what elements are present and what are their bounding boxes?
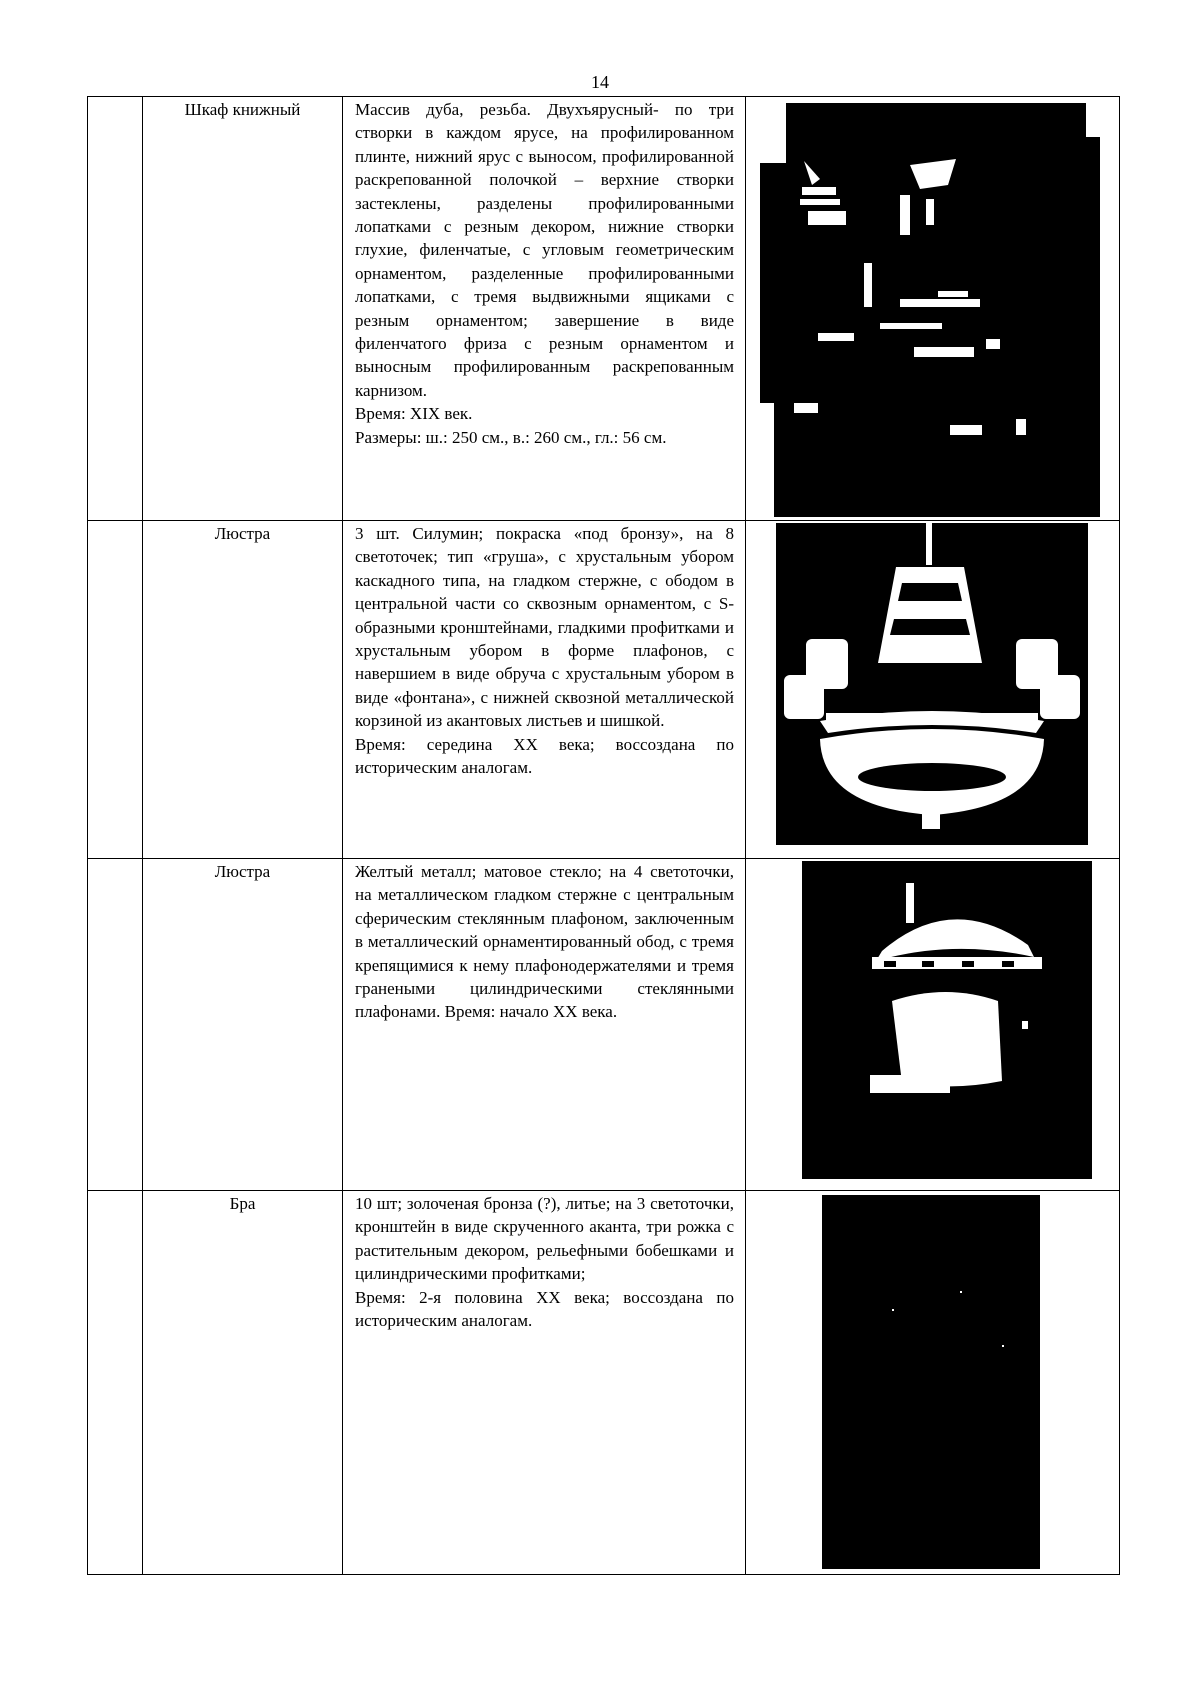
item-description: Массив дуба, резьба. Двухъярусный- по три створки в каждом ярусе, на профилированном плинте, нижний ярус с выносом, профилированной раскрепованной полочкой – верхние створки застеклены, разделены профилированными лопатками с резным декором, нижние створки глухие, филенчатые, с угловым геометрическим орнаментом, разделенные профилированными лопатками, с тремя выдвижными ящиками с резным орнаментом; завершение в виде филенчатого фриза с резным орнаментом и выносным профилированным раскрепованным карнизом. <box>355 100 734 400</box>
chandelier-photo <box>802 861 1092 1179</box>
chandelier-photo <box>776 523 1088 845</box>
number-cell <box>88 1191 143 1575</box>
item-description: 3 шт. Силумин; покраска «под бронзу», на 8 светоточек; тип «груша», с хрустальным убором каскадного типа, на гладком стержне, с ободом в центральной части со сквозным орнаментом, с S-образными кронштейнами, гладкими профитками и хрустальным убором в форме плафонов, с навершием в виде обруча с хрустальным убором в виде «фонтана», с нижней сквозной металлической корзиной из акантовых листьев и шишкой. <box>355 524 734 731</box>
item-description: Желтый металл; матовое стекло; на 4 светоточки, на металлическом гладком стержне с центральным сферическим стеклянным плафоном, заключенным в металлический орнаментированный обод, с тремя крепящимися к нему плафонодержателями и тремя гранеными цилиндрическими стеклянными плафонами. Время: начало XX века. <box>355 862 734 1022</box>
item-name-cell <box>143 521 343 859</box>
table-row <box>88 97 1120 521</box>
sconce-photo <box>822 1195 1040 1569</box>
item-time: Время: XIX век. <box>355 404 473 424</box>
item-name: Люстра <box>214 524 271 543</box>
item-name: Люстра <box>214 862 271 881</box>
item-name: Бра <box>229 1194 256 1213</box>
description-cell <box>343 521 746 859</box>
item-name-cell <box>143 1191 343 1575</box>
inventory-table <box>87 96 1120 1575</box>
item-name: Шкаф книжный <box>184 100 301 119</box>
table-row <box>88 859 1120 1191</box>
item-time: Время: 2-я половина XX века; воссоздана по историческим аналогам. <box>355 1287 734 1331</box>
number-cell <box>88 97 143 521</box>
description-cell <box>343 1191 746 1575</box>
table-row <box>88 1191 1120 1575</box>
description-cell <box>343 859 746 1191</box>
page-number: 14 <box>591 72 609 92</box>
bookcase-photo <box>760 103 1100 517</box>
photo-cell <box>746 1191 1120 1575</box>
number-cell <box>88 859 143 1191</box>
photo-cell <box>746 97 1120 521</box>
item-time: Время: середина XX века; воссоздана по историческим аналогам. <box>355 734 734 778</box>
photo-cell <box>746 521 1120 859</box>
item-size: Размеры: ш.: 250 см., в.: 260 см., гл.: 56 см. <box>355 427 667 447</box>
item-description: 10 шт; золоченая бронза (?), литье; на 3 светоточки, кронштейн в виде скрученного аканта, три рожка с растительным декором, рельефными бобешками и цилиндрическими профитками; <box>355 1194 734 1284</box>
description-cell <box>343 97 746 521</box>
table-row <box>88 521 1120 859</box>
number-cell <box>88 521 143 859</box>
photo-cell <box>746 859 1120 1191</box>
item-name-cell <box>143 97 343 521</box>
item-name-cell <box>143 859 343 1191</box>
